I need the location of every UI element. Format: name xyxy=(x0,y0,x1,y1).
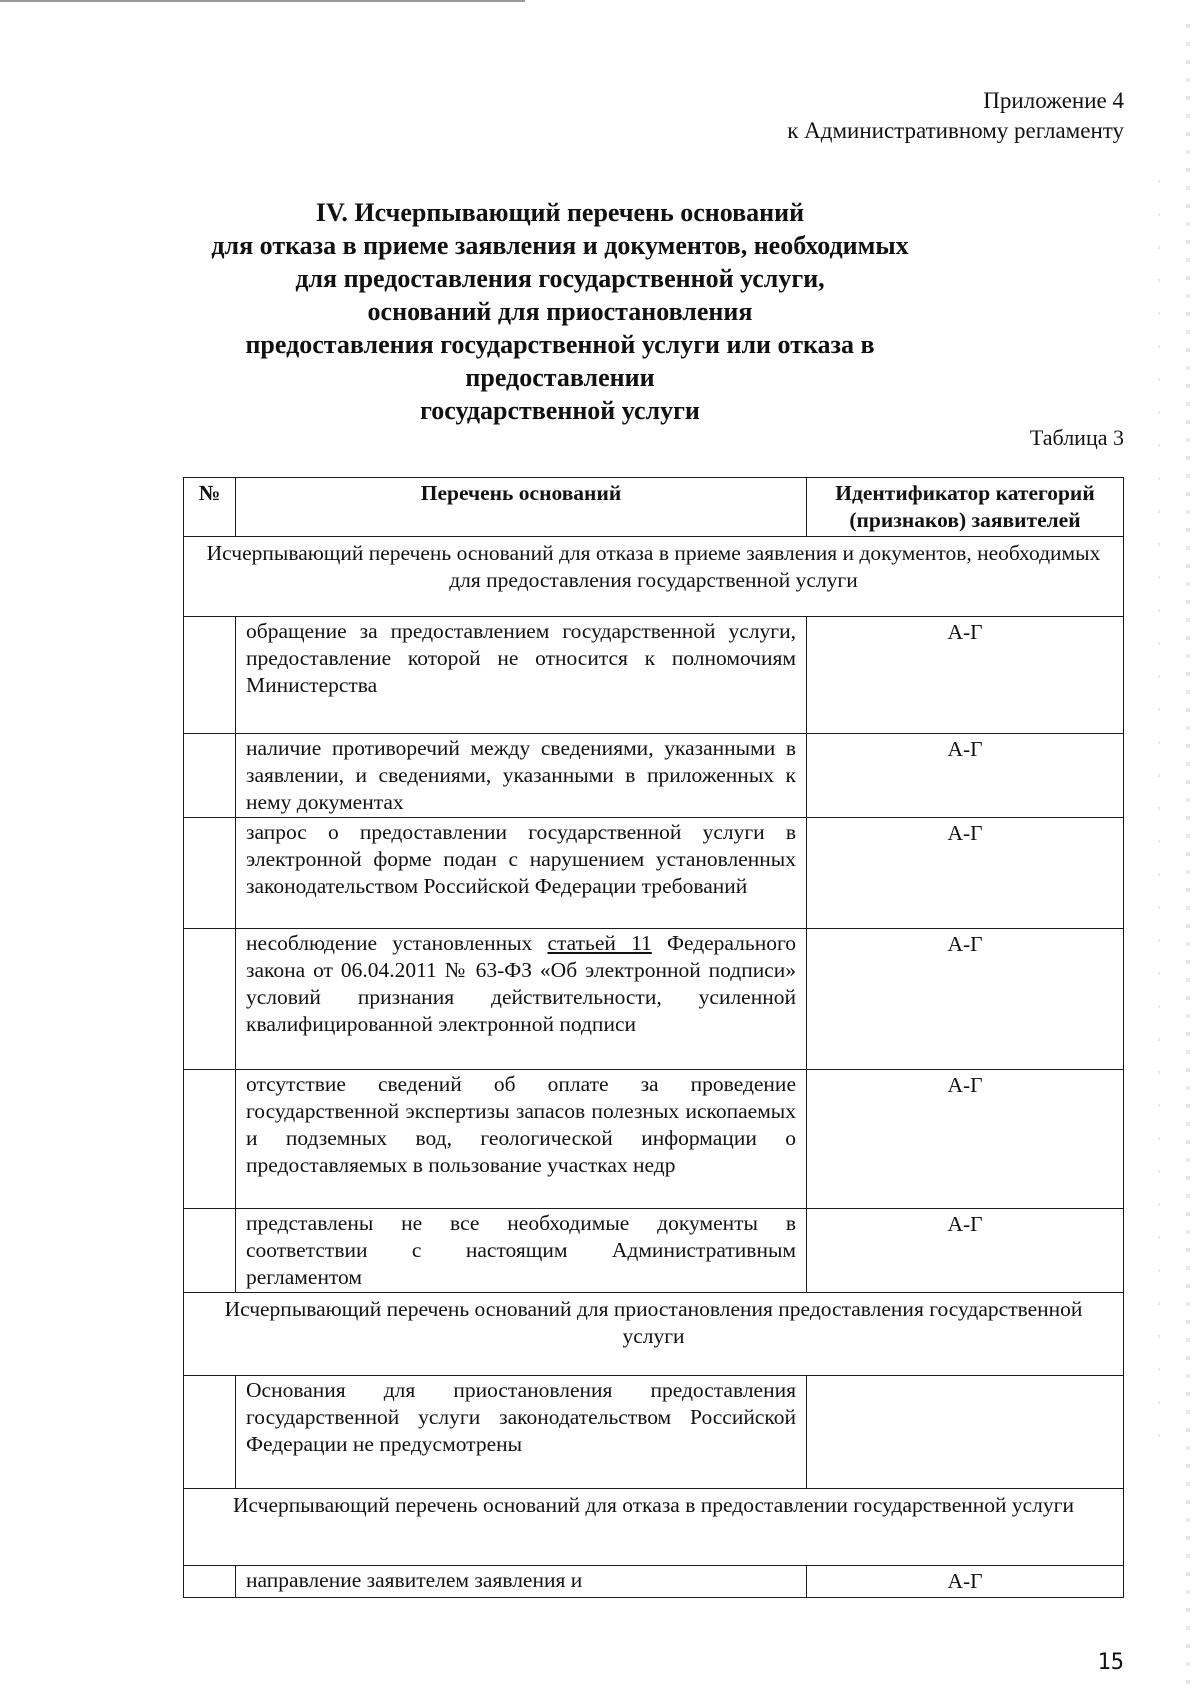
table-row xyxy=(184,929,1124,1070)
row-reason: представлены не все необходимые документы в соответствии с настоящим Административным регламентом xyxy=(236,1209,807,1293)
table-row xyxy=(184,617,1124,734)
row-reason-text: Федерального закона от 06.04.2011 № 63-ФЗ «Об электронной подписи» условий признания действительности, усиленной квалифицированной электронной подписи xyxy=(246,931,796,1036)
section-row-refusal-acceptance xyxy=(184,537,1124,617)
row-number xyxy=(184,734,236,818)
row-reason: отсутствие сведений об оплате за проведение государственной экспертизы запасов полезных ископаемых и подземных вод, геологической информации о предоставляемых в пользование участках недр xyxy=(236,1070,807,1209)
row-number xyxy=(184,929,236,1070)
section-title: Исчерпывающий перечень оснований для приостановления предоставления государственной услуги xyxy=(184,1293,1124,1376)
title-line: для отказа в приеме заявления и документов, необходимых xyxy=(211,231,909,260)
row-number xyxy=(184,1566,236,1598)
row-identifier: А-Г xyxy=(807,818,1124,929)
row-number xyxy=(184,1209,236,1293)
header-identifier: Идентификатор категорий (признаков) заявителей xyxy=(807,478,1124,537)
row-identifier: А-Г xyxy=(807,1209,1124,1293)
row-reason: направление заявителем заявления и xyxy=(236,1566,807,1598)
title-line: для предоставления государственной услуги, xyxy=(295,264,825,293)
row-reason xyxy=(236,929,807,1070)
title-line: оснований для приостановления xyxy=(367,297,753,326)
law-article-link[interactable]: статьей 11 xyxy=(547,931,652,955)
row-identifier: А-Г xyxy=(807,929,1124,1070)
document-title xyxy=(150,196,970,427)
section-row-refusal-provision xyxy=(184,1489,1124,1566)
annex-number: Приложение 4 xyxy=(983,88,1124,113)
row-reason: обращение за предоставлением государственной услуги, предоставление которой не относится к полномочиям Министерства xyxy=(236,617,807,734)
row-number xyxy=(184,818,236,929)
title-line: IV. Исчерпывающий перечень оснований xyxy=(315,198,805,227)
row-reason: наличие противоречий между сведениями, указанными в заявлении, и сведениями, указанными в приложенных к нему документах xyxy=(236,734,807,818)
section-title: Исчерпывающий перечень оснований для отказа в приеме заявления и документов, необходимых для предоставления государственной услуги xyxy=(184,537,1124,617)
row-identifier: А-Г xyxy=(807,1566,1124,1598)
row-identifier: А-Г xyxy=(807,1070,1124,1209)
table-row xyxy=(184,1566,1124,1598)
row-reason: запрос о предоставлении государственной услуги в электронной форме подан с нарушением установленных законодательством Российской Федерации требований xyxy=(236,818,807,929)
table-label: Таблица 3 xyxy=(1029,425,1124,450)
row-identifier: А-Г xyxy=(807,617,1124,734)
table-row xyxy=(184,1070,1124,1209)
table-row xyxy=(184,818,1124,929)
scan-edge-artifact xyxy=(1186,10,1190,1690)
title-line: государственной услуги xyxy=(420,396,700,425)
row-number xyxy=(184,617,236,734)
row-number xyxy=(184,1070,236,1209)
table-row xyxy=(184,1376,1124,1489)
row-identifier: А-Г xyxy=(807,734,1124,818)
header-reasons: Перечень оснований xyxy=(236,478,807,537)
scan-top-rule xyxy=(0,0,525,2)
section-title: Исчерпывающий перечень оснований для отказа в предоставлении государственной услуги xyxy=(184,1489,1124,1566)
table-row xyxy=(184,1209,1124,1293)
row-reason-text: несоблюдение установленных xyxy=(246,931,548,955)
row-reason: Основания для приостановления предоставления государственной услуги законодательством Российской Федерации не предусмотрены xyxy=(236,1376,807,1489)
scan-edge-artifact xyxy=(1158,150,1160,1450)
grounds-table xyxy=(183,477,1124,1598)
header-number: № xyxy=(184,478,236,537)
page-number: 15 xyxy=(1097,1650,1124,1675)
table-header-row xyxy=(184,478,1124,537)
annex-regulation: к Административному регламенту xyxy=(787,118,1124,143)
row-identifier xyxy=(807,1376,1124,1489)
row-number xyxy=(184,1376,236,1489)
annex-reference xyxy=(787,86,1124,146)
table-row xyxy=(184,734,1124,818)
title-line: предоставления государственной услуги или отказа в предоставлении xyxy=(245,330,875,392)
section-row-suspension xyxy=(184,1293,1124,1376)
